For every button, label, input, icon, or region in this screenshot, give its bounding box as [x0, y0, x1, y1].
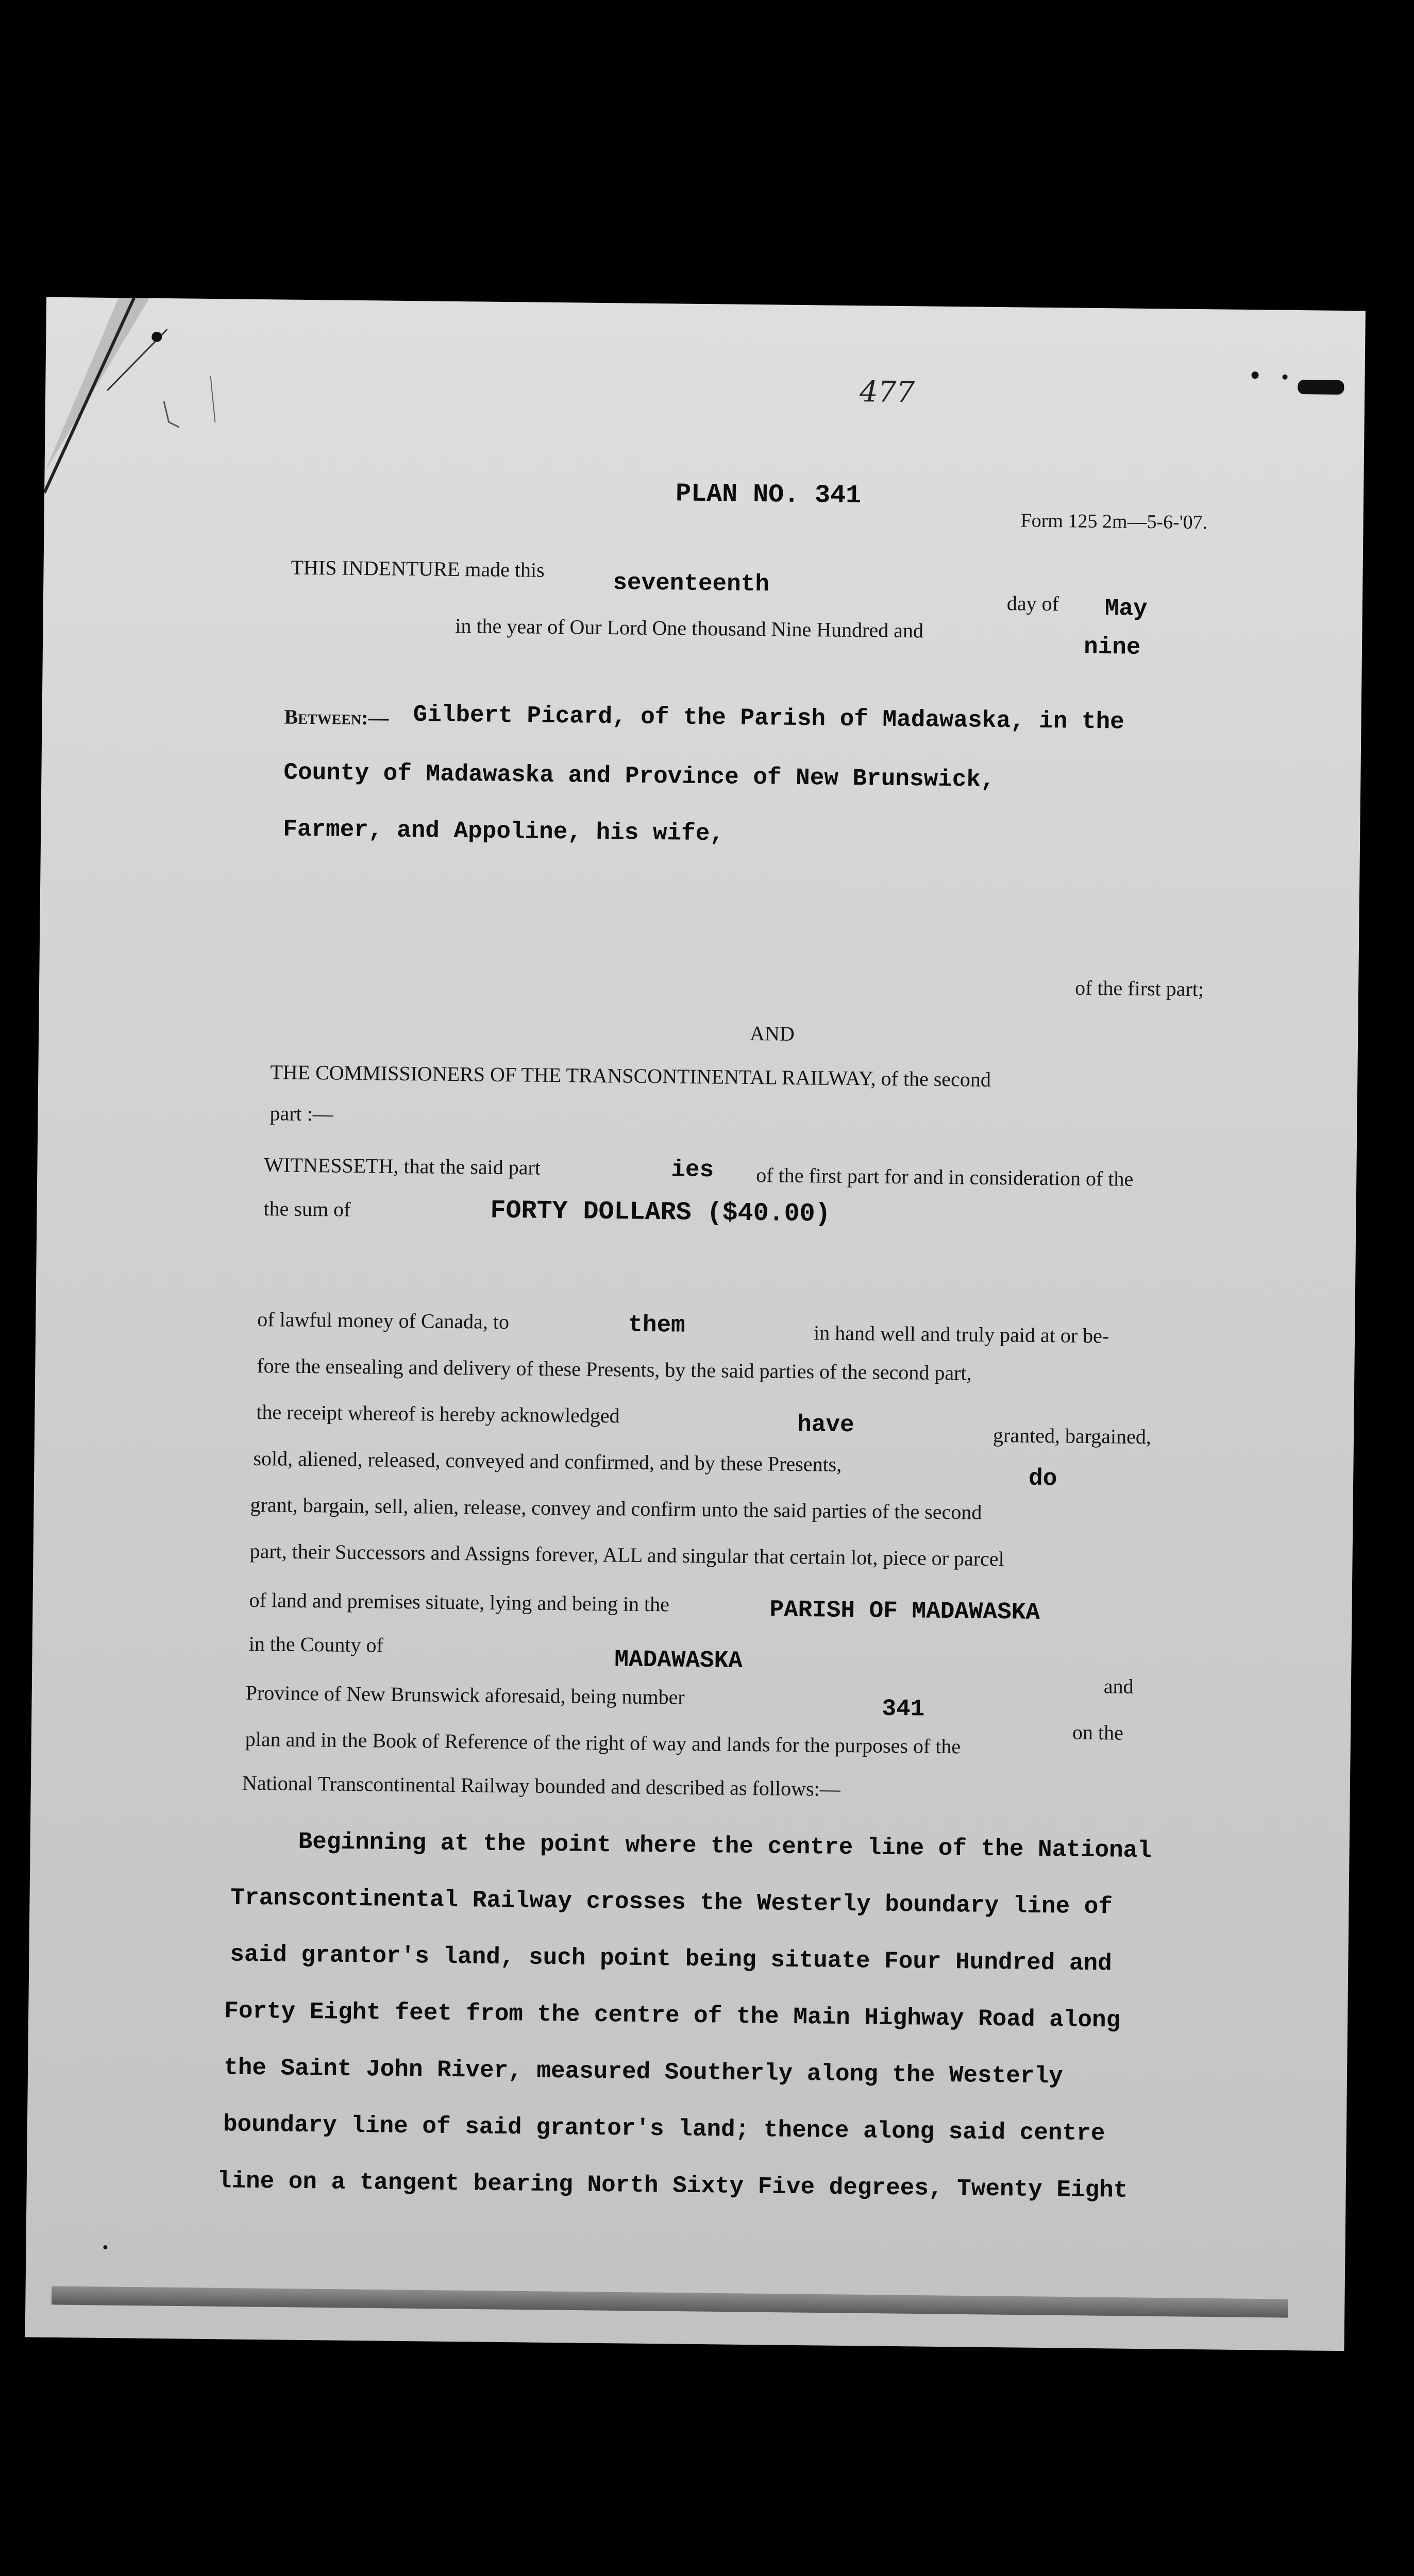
first-part-label: of the first part; — [1074, 976, 1204, 1001]
county-label: in the County of — [248, 1632, 384, 1657]
description-line: the Saint John River, measured Southerly along the Westerly — [223, 2054, 1063, 2090]
between-label: Between:— — [284, 705, 389, 730]
money-fill: them — [628, 1311, 685, 1339]
witnesseth-suffix: of the first part for and in consideration of the — [756, 1163, 1134, 1191]
fore-line: fore the ensealing and delivery of these Presents, by the said parties of the second part, — [257, 1353, 972, 1385]
plan-number: PLAN NO. 341 — [675, 479, 862, 511]
ink-mark — [103, 2245, 107, 2249]
province-label: Province of New Brunswick aforesaid, being number — [245, 1681, 685, 1709]
month-value: May — [1104, 595, 1148, 623]
grantor-line: Farmer, and Appoline, his wife, — [283, 816, 725, 848]
and-label: AND — [749, 1021, 795, 1045]
form-number: Form 125 2m—5-6-'07. — [1020, 510, 1208, 534]
ink-mark — [1252, 371, 1259, 379]
grantor-line: Gilbert Picard, of the Parish of Madawaska, in the — [413, 701, 1125, 736]
description-line: Transcontinental Railway crosses the Westerly boundary line of — [230, 1884, 1113, 1921]
handwritten-number: 477 — [859, 375, 915, 410]
ntr-line: National Transcontinental Railway bounded and described as follows:— — [242, 1771, 840, 1801]
sold-line: sold, aliened, released, conveyed and confirmed, and by these Presents, — [253, 1446, 842, 1476]
plan-line: plan and in the Book of Reference of the right of way and lands for the purposes of the — [245, 1727, 961, 1758]
day-value: seventeenth — [613, 569, 770, 598]
plan-number-fill: 341 — [882, 1695, 925, 1723]
indenture-label: THIS INDENTURE made this — [291, 555, 545, 582]
year-value: nine — [1083, 633, 1141, 661]
money-suffix: in hand well and truly paid at or be- — [813, 1321, 1109, 1348]
money-label: of lawful money of Canada, to — [257, 1307, 510, 1334]
parish-fill: PARISH OF MADAWASKA — [769, 1596, 1040, 1626]
parties-fill: ies — [671, 1156, 714, 1184]
county-suffix: and — [1103, 1674, 1134, 1698]
day-of-label: day of — [1006, 591, 1059, 616]
ink-mark — [1283, 375, 1288, 380]
receipt-suffix: granted, bargained, — [992, 1423, 1152, 1449]
description-line: Forty Eight feet from the centre of the Main Highway Road along — [224, 1997, 1121, 2034]
grantee-line: THE COMMISSIONERS OF THE TRANSCONTINENTAL RAILWAY, of the second — [270, 1060, 991, 1091]
land-line: of land and premises situate, lying and being in the — [249, 1588, 670, 1616]
receipt-label: the receipt whereof is hereby acknowledged — [256, 1400, 620, 1428]
sum-label: the sum of — [263, 1197, 351, 1221]
part-line: part, their Successors and Assigns forever, ALL and singular that certain lot, piece or parcel — [249, 1539, 1004, 1571]
sold-fill: do — [1028, 1465, 1057, 1493]
document-page — [25, 297, 1366, 2351]
sum-amount: FORTY DOLLARS ($40.00) — [490, 1196, 831, 1229]
year-label: in the year of Our Lord One thousand Nine Hundred and — [455, 614, 924, 642]
description-line: said grantor's land, such point being situate Four Hundred and — [230, 1941, 1113, 1977]
witnesseth-label: WITNESSETH, that the said part — [264, 1153, 541, 1179]
grant-line: grant, bargain, sell, alien, release, convey and confirm unto the said parties of the second — [250, 1493, 982, 1524]
description-line: Beginning at the point where the centre line of the National — [298, 1828, 1152, 1865]
description-line: boundary line of said grantor's land; thence along said centre — [223, 2111, 1105, 2147]
county-fill: MADAWASKA — [614, 1646, 743, 1674]
grantee-line: part :— — [270, 1101, 334, 1126]
folded-corner — [44, 297, 263, 516]
province-suffix: on the — [1072, 1720, 1124, 1744]
grantor-line: County of Madawaska and Province of New Brunswick, — [283, 759, 995, 793]
description-line: line on a tangent bearing North Sixty Five degrees, Twenty Eight — [217, 2167, 1128, 2204]
ink-mark — [1298, 380, 1344, 395]
receipt-fill: have — [797, 1411, 854, 1439]
